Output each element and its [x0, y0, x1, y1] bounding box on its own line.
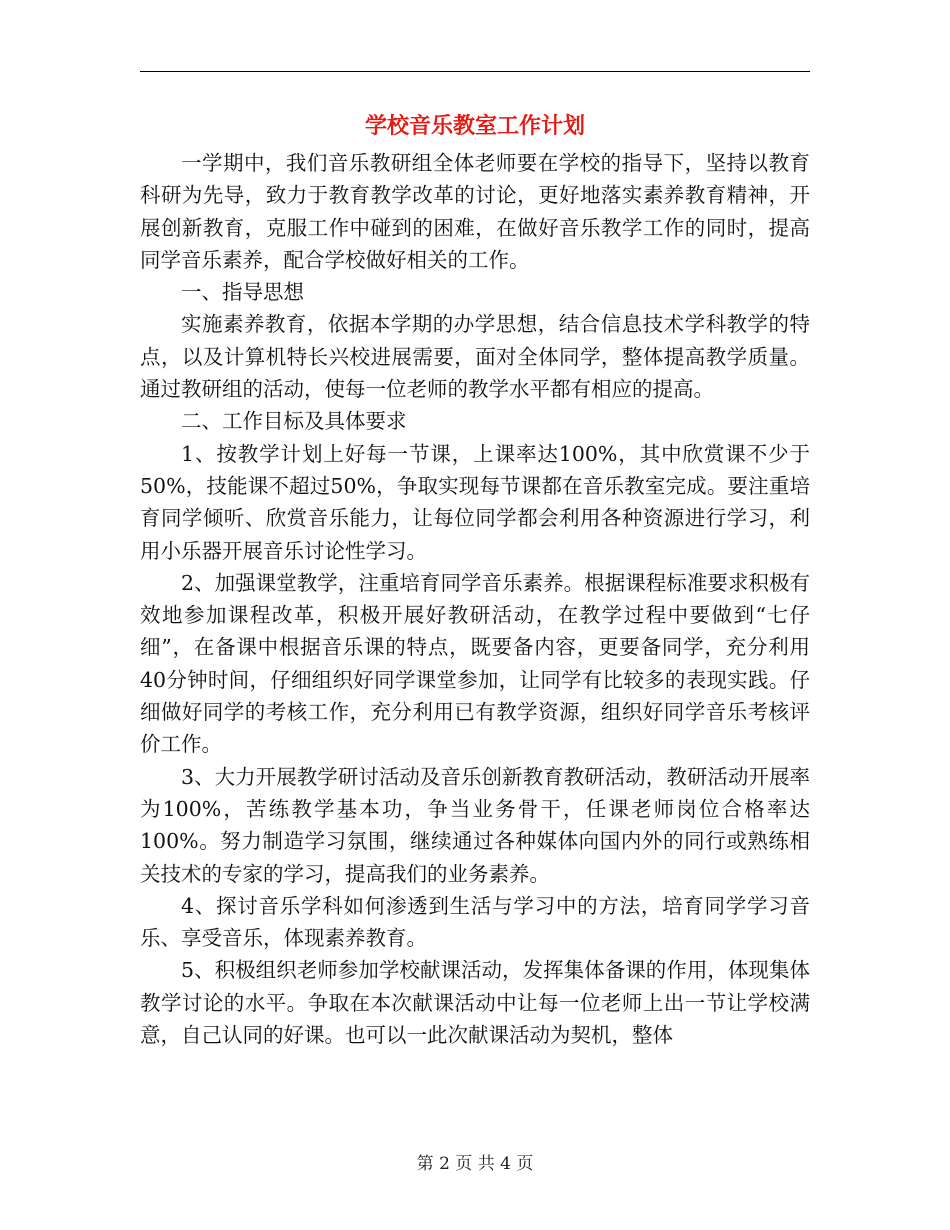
goal-item-4: 4、探讨音乐学科如何渗透到生活与学习中的方法，培育同学学习音乐、享受音乐，体现素养教育。: [140, 893, 810, 951]
page-number-footer: 第 2 页 共 4 页: [416, 1154, 534, 1174]
section-heading-goals: 二、工作目标及具体要求: [181, 409, 407, 434]
intro-paragraph: 一学期中，我们音乐教研组全体老师要在学校的指导下，坚持以教育科研为先导，致力于教育教学改革的讨论，更好地落实素养教育精神，开展创新教育，克服工作中碰到的困难，在做好音乐教学工作的同时，提高同学音乐素养，配合学校做好相关的工作。: [140, 151, 810, 272]
document-body: [140, 147, 810, 1051]
section-heading-guiding-thought: 一、指导思想: [181, 280, 304, 305]
header-rule: [140, 71, 810, 72]
goal-item-2: 2、加强课堂教学，注重培育同学音乐素养。根据课程标准要求积极有效地参加课程改革，积极开展好教研活动，在教学过程中要做到“七仔细”，在备课中根据音乐课的特点，既要备内容，更要备同学，充分利用40分钟时间，仔细组织好同学课堂参加，让同学有比较多的表现实践。仔细做好同学的考核工作，充分利用已有教学资源，组织好同学音乐考核评价工作。: [140, 570, 810, 757]
goal-item-5: 5、积极组织老师参加学校献课活动，发挥集体备课的作用，体现集体教学讨论的水平。争取在本次献课活动中让每一位老师上出一节让学校满意，自己认同的好课。也可以一此次献课活动为契机，整体: [140, 958, 810, 1048]
document-title: 学校音乐教室工作计划: [364, 113, 585, 139]
goal-item-3: 3、大力开展教学研讨活动及音乐创新教育教研活动，教研活动开展率为100%，苦练教学基本功，争当业务骨干，任课老师岗位合格率达100%。努力制造学习氛围，继续通过各种媒体向国内外的同行或熟练相关技术的专家的学习，提高我们的业务素养。: [140, 764, 810, 886]
section-paragraph-guiding-thought: 实施素养教育，依据本学期的办学思想，结合信息技术学科教学的特点，以及计算机特长兴校进展需要，面对全体同学，整体提高教学质量。通过教研组的活动，使每一位老师的教学水平都有相应的提高。: [140, 312, 810, 402]
goal-item-1: 1、按教学计划上好每一节课，上课率达100%，其中欣赏课不少于50%，技能课不超过50%，争取实现每节课都在音乐教室完成。要注重培育同学倾听、欣赏音乐能力，让每位同学都会利用各种资源进行学习，利用小乐器开展音乐讨论性学习。: [140, 441, 810, 563]
